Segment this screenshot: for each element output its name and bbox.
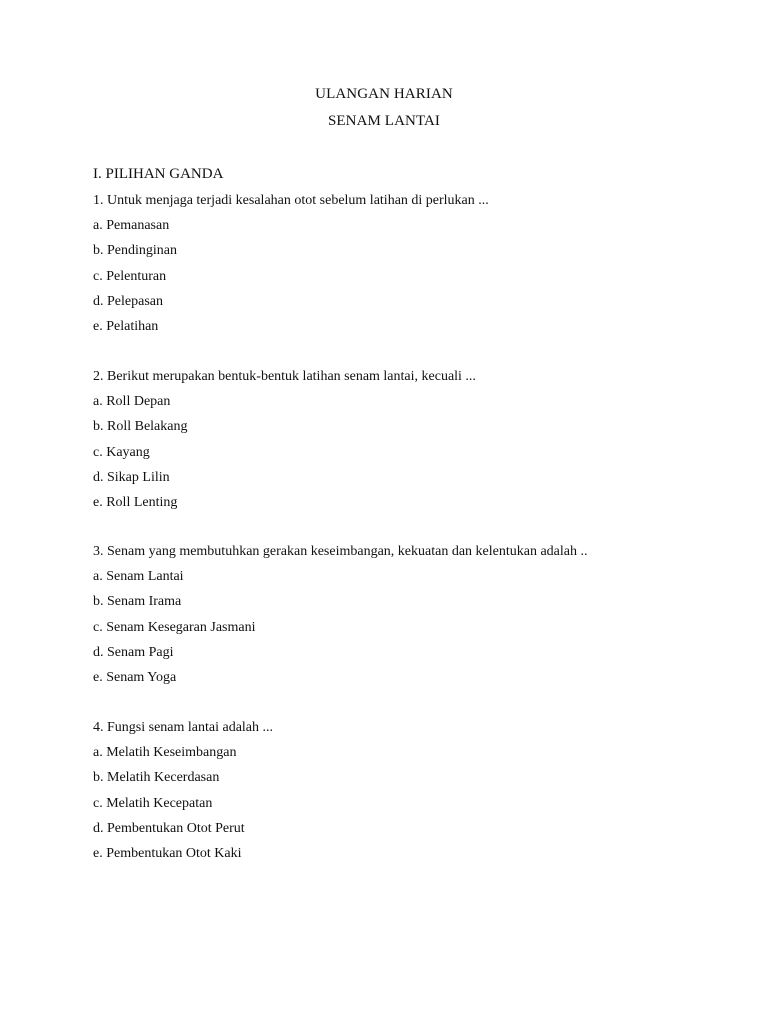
- answer-option: e. Roll Lenting: [93, 494, 178, 510]
- answer-option: a. Senam Lantai: [93, 569, 184, 585]
- document-subtitle: SENAM LANTAI: [327, 113, 441, 129]
- answer-option: e. Senam Yoga: [93, 669, 177, 685]
- answer-option: d. Pelepasan: [93, 293, 163, 309]
- answer-option: d. Senam Pagi: [93, 644, 174, 660]
- answer-option: b. Roll Belakang: [93, 419, 188, 435]
- document-title: ULANGAN HARIAN: [315, 86, 453, 102]
- answer-option: e. Pembentukan Otot Kaki: [93, 845, 242, 861]
- question-4: [93, 719, 713, 870]
- question-text: 4. Fungsi senam lantai adalah ...: [93, 720, 274, 735]
- question-1: [93, 192, 713, 343]
- answer-option: c. Kayang: [93, 444, 150, 460]
- answer-option: c. Pelenturan: [93, 268, 167, 284]
- answer-option: a. Roll Depan: [93, 394, 171, 410]
- question-3: [93, 543, 713, 694]
- answer-option: b. Melatih Kecerdasan: [93, 770, 220, 786]
- answer-option: a. Pemanasan: [93, 218, 170, 234]
- question-text: 1. Untuk menjaga terjadi kesalahan otot sebelum latihan di perlukan ...: [93, 193, 489, 208]
- answer-option: c. Senam Kesegaran Jasmani: [93, 619, 256, 635]
- section-heading: I. PILIHAN GANDA: [93, 166, 224, 182]
- answer-option: a. Melatih Keseimbangan: [93, 745, 237, 761]
- answer-option: c. Melatih Kecepatan: [93, 795, 213, 811]
- answer-option: d. Pembentukan Otot Perut: [93, 820, 245, 836]
- answer-option: b. Senam Irama: [93, 594, 182, 610]
- question-2: [93, 368, 713, 519]
- answer-option: b. Pendinginan: [93, 243, 177, 259]
- question-text: 2. Berikut merupakan bentuk-bentuk latihan senam lantai, kecuali ...: [93, 369, 476, 384]
- answer-option: e. Pelatihan: [93, 318, 159, 334]
- answer-option: d. Sikap Lilin: [93, 469, 170, 485]
- question-text: 3. Senam yang membutuhkan gerakan keseimbangan, kekuatan dan kelentukan adalah ..: [93, 544, 588, 559]
